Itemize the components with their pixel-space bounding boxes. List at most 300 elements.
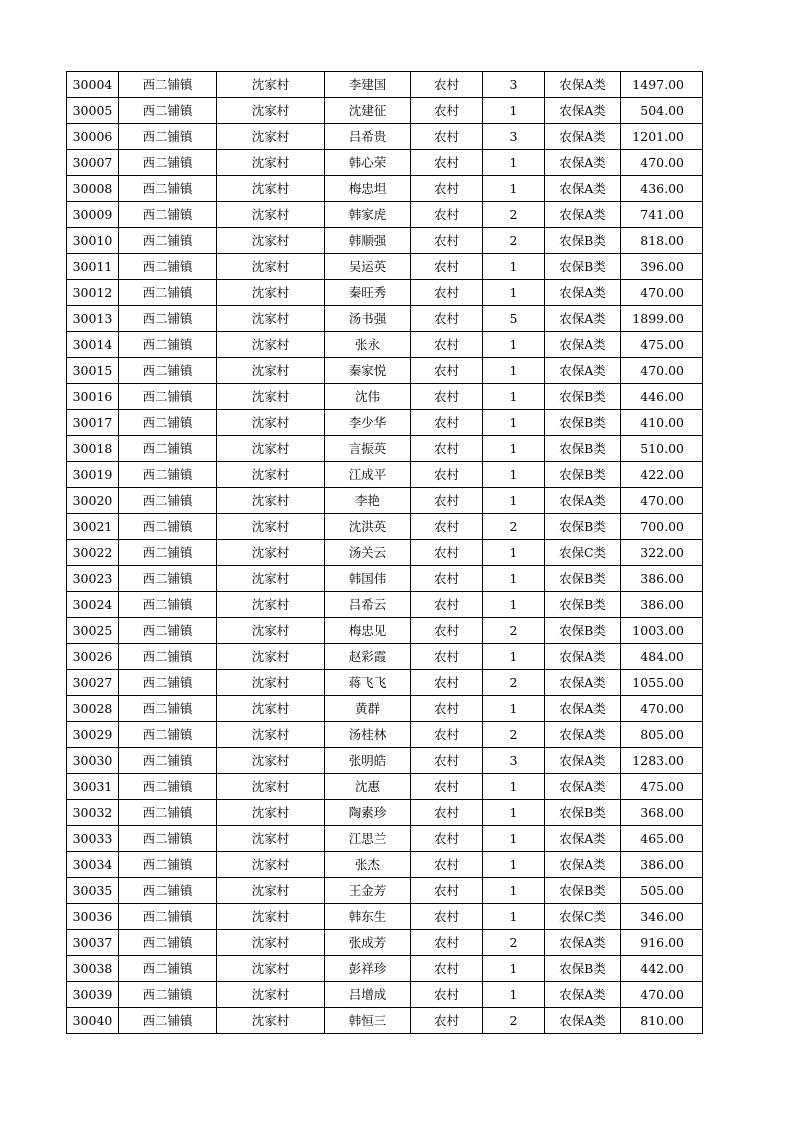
cell-town: 西二铺镇: [119, 722, 217, 748]
cell-record-id: 30039: [67, 982, 119, 1008]
table-row: [67, 514, 703, 540]
cell-name: 李艳: [325, 488, 411, 514]
cell-area-type: 农村: [411, 150, 483, 176]
cell-village: 沈家村: [217, 618, 325, 644]
cell-insurance-category: 农保B类: [545, 228, 621, 254]
cell-town: 西二铺镇: [119, 930, 217, 956]
cell-amount: 504.00: [621, 98, 703, 124]
table-row: [67, 462, 703, 488]
cell-town: 西二铺镇: [119, 774, 217, 800]
cell-record-id: 30007: [67, 150, 119, 176]
cell-village: 沈家村: [217, 384, 325, 410]
cell-village: 沈家村: [217, 696, 325, 722]
table-row: [67, 826, 703, 852]
cell-area-type: 农村: [411, 800, 483, 826]
cell-record-id: 30033: [67, 826, 119, 852]
cell-household-size: 1: [483, 358, 545, 384]
table-row: [67, 358, 703, 384]
cell-amount: 470.00: [621, 982, 703, 1008]
cell-name: 蒋飞飞: [325, 670, 411, 696]
cell-village: 沈家村: [217, 98, 325, 124]
cell-record-id: 30024: [67, 592, 119, 618]
cell-area-type: 农村: [411, 904, 483, 930]
table-row: [67, 696, 703, 722]
cell-record-id: 30038: [67, 956, 119, 982]
table-row: [67, 72, 703, 98]
cell-name: 沈惠: [325, 774, 411, 800]
cell-household-size: 1: [483, 644, 545, 670]
cell-household-size: 1: [483, 878, 545, 904]
cell-record-id: 30013: [67, 306, 119, 332]
cell-area-type: 农村: [411, 254, 483, 280]
cell-insurance-category: 农保A类: [545, 930, 621, 956]
cell-area-type: 农村: [411, 202, 483, 228]
cell-household-size: 1: [483, 462, 545, 488]
cell-amount: 741.00: [621, 202, 703, 228]
cell-town: 西二铺镇: [119, 228, 217, 254]
cell-name: 沈洪英: [325, 514, 411, 540]
cell-household-size: 1: [483, 98, 545, 124]
cell-insurance-category: 农保B类: [545, 956, 621, 982]
cell-village: 沈家村: [217, 254, 325, 280]
table-row: [67, 540, 703, 566]
cell-record-id: 30021: [67, 514, 119, 540]
cell-amount: 916.00: [621, 930, 703, 956]
cell-amount: 475.00: [621, 774, 703, 800]
table-row: [67, 1008, 703, 1034]
cell-amount: 1899.00: [621, 306, 703, 332]
cell-town: 西二铺镇: [119, 982, 217, 1008]
cell-household-size: 1: [483, 566, 545, 592]
table-row: [67, 748, 703, 774]
cell-village: 沈家村: [217, 332, 325, 358]
cell-area-type: 农村: [411, 306, 483, 332]
cell-town: 西二铺镇: [119, 670, 217, 696]
cell-amount: 470.00: [621, 358, 703, 384]
cell-name: 汤关云: [325, 540, 411, 566]
cell-amount: 465.00: [621, 826, 703, 852]
cell-name: 沈建征: [325, 98, 411, 124]
cell-area-type: 农村: [411, 358, 483, 384]
cell-area-type: 农村: [411, 98, 483, 124]
cell-insurance-category: 农保B类: [545, 462, 621, 488]
table-row: [67, 436, 703, 462]
cell-town: 西二铺镇: [119, 98, 217, 124]
cell-area-type: 农村: [411, 436, 483, 462]
table-row: [67, 930, 703, 956]
cell-household-size: 1: [483, 254, 545, 280]
cell-name: 赵彩霞: [325, 644, 411, 670]
cell-area-type: 农村: [411, 72, 483, 98]
cell-name: 秦旺秀: [325, 280, 411, 306]
cell-amount: 442.00: [621, 956, 703, 982]
cell-village: 沈家村: [217, 436, 325, 462]
cell-record-id: 30008: [67, 176, 119, 202]
cell-insurance-category: 农保A类: [545, 722, 621, 748]
cell-area-type: 农村: [411, 462, 483, 488]
cell-village: 沈家村: [217, 306, 325, 332]
cell-area-type: 农村: [411, 124, 483, 150]
cell-record-id: 30031: [67, 774, 119, 800]
cell-town: 西二铺镇: [119, 748, 217, 774]
table-body: [67, 72, 703, 1034]
cell-town: 西二铺镇: [119, 592, 217, 618]
cell-village: 沈家村: [217, 930, 325, 956]
cell-name: 韩顺强: [325, 228, 411, 254]
cell-town: 西二铺镇: [119, 644, 217, 670]
cell-amount: 470.00: [621, 696, 703, 722]
cell-amount: 475.00: [621, 332, 703, 358]
table-row: [67, 592, 703, 618]
cell-name: 韩恒三: [325, 1008, 411, 1034]
cell-amount: 368.00: [621, 800, 703, 826]
cell-amount: 1003.00: [621, 618, 703, 644]
cell-amount: 510.00: [621, 436, 703, 462]
cell-area-type: 农村: [411, 878, 483, 904]
cell-town: 西二铺镇: [119, 436, 217, 462]
table-row: [67, 228, 703, 254]
cell-record-id: 30028: [67, 696, 119, 722]
cell-amount: 700.00: [621, 514, 703, 540]
cell-village: 沈家村: [217, 566, 325, 592]
cell-record-id: 30018: [67, 436, 119, 462]
cell-town: 西二铺镇: [119, 826, 217, 852]
cell-area-type: 农村: [411, 280, 483, 306]
cell-amount: 810.00: [621, 1008, 703, 1034]
cell-amount: 386.00: [621, 592, 703, 618]
cell-record-id: 30009: [67, 202, 119, 228]
cell-amount: 346.00: [621, 904, 703, 930]
cell-name: 韩国伟: [325, 566, 411, 592]
cell-town: 西二铺镇: [119, 202, 217, 228]
table-row: [67, 254, 703, 280]
cell-name: 梅忠坦: [325, 176, 411, 202]
cell-amount: 470.00: [621, 150, 703, 176]
cell-area-type: 农村: [411, 826, 483, 852]
cell-insurance-category: 农保A类: [545, 306, 621, 332]
cell-insurance-category: 农保A类: [545, 982, 621, 1008]
cell-amount: 446.00: [621, 384, 703, 410]
cell-insurance-category: 农保C类: [545, 540, 621, 566]
cell-household-size: 2: [483, 1008, 545, 1034]
cell-household-size: 1: [483, 540, 545, 566]
cell-insurance-category: 农保B类: [545, 436, 621, 462]
cell-area-type: 农村: [411, 566, 483, 592]
cell-household-size: 1: [483, 150, 545, 176]
cell-amount: 322.00: [621, 540, 703, 566]
table-row: [67, 124, 703, 150]
cell-area-type: 农村: [411, 592, 483, 618]
cell-name: 秦家悦: [325, 358, 411, 384]
table-row: [67, 98, 703, 124]
cell-household-size: 1: [483, 332, 545, 358]
cell-village: 沈家村: [217, 1008, 325, 1034]
cell-record-id: 30019: [67, 462, 119, 488]
cell-record-id: 30032: [67, 800, 119, 826]
cell-amount: 505.00: [621, 878, 703, 904]
cell-town: 西二铺镇: [119, 72, 217, 98]
table-row: [67, 306, 703, 332]
cell-name: 梅忠见: [325, 618, 411, 644]
cell-insurance-category: 农保A类: [545, 280, 621, 306]
cell-village: 沈家村: [217, 878, 325, 904]
cell-village: 沈家村: [217, 852, 325, 878]
cell-village: 沈家村: [217, 202, 325, 228]
cell-household-size: 1: [483, 384, 545, 410]
cell-name: 吕希云: [325, 592, 411, 618]
cell-insurance-category: 农保B类: [545, 254, 621, 280]
cell-record-id: 30014: [67, 332, 119, 358]
cell-insurance-category: 农保A类: [545, 670, 621, 696]
cell-town: 西二铺镇: [119, 800, 217, 826]
cell-area-type: 农村: [411, 748, 483, 774]
cell-household-size: 2: [483, 930, 545, 956]
cell-name: 沈伟: [325, 384, 411, 410]
cell-household-size: 5: [483, 306, 545, 332]
cell-household-size: 3: [483, 748, 545, 774]
cell-insurance-category: 农保B类: [545, 618, 621, 644]
cell-record-id: 30016: [67, 384, 119, 410]
table-row: [67, 488, 703, 514]
cell-insurance-category: 农保A类: [545, 774, 621, 800]
cell-insurance-category: 农保A类: [545, 124, 621, 150]
cell-amount: 386.00: [621, 852, 703, 878]
cell-area-type: 农村: [411, 956, 483, 982]
cell-amount: 805.00: [621, 722, 703, 748]
cell-name: 王金芳: [325, 878, 411, 904]
cell-name: 言振英: [325, 436, 411, 462]
cell-household-size: 1: [483, 696, 545, 722]
cell-insurance-category: 农保B类: [545, 514, 621, 540]
table-row: [67, 774, 703, 800]
cell-record-id: 30010: [67, 228, 119, 254]
cell-record-id: 30025: [67, 618, 119, 644]
cell-area-type: 农村: [411, 696, 483, 722]
cell-village: 沈家村: [217, 72, 325, 98]
cell-amount: 396.00: [621, 254, 703, 280]
cell-household-size: 1: [483, 176, 545, 202]
cell-area-type: 农村: [411, 644, 483, 670]
cell-insurance-category: 农保B类: [545, 878, 621, 904]
cell-town: 西二铺镇: [119, 384, 217, 410]
cell-household-size: 1: [483, 800, 545, 826]
cell-household-size: 2: [483, 670, 545, 696]
table-row: [67, 332, 703, 358]
cell-record-id: 30027: [67, 670, 119, 696]
cell-record-id: 30011: [67, 254, 119, 280]
cell-area-type: 农村: [411, 1008, 483, 1034]
cell-village: 沈家村: [217, 410, 325, 436]
cell-village: 沈家村: [217, 176, 325, 202]
cell-town: 西二铺镇: [119, 176, 217, 202]
cell-amount: 818.00: [621, 228, 703, 254]
cell-town: 西二铺镇: [119, 332, 217, 358]
cell-area-type: 农村: [411, 332, 483, 358]
cell-name: 吕增成: [325, 982, 411, 1008]
cell-amount: 410.00: [621, 410, 703, 436]
cell-name: 韩心荣: [325, 150, 411, 176]
cell-name: 汤桂林: [325, 722, 411, 748]
cell-area-type: 农村: [411, 852, 483, 878]
cell-amount: 386.00: [621, 566, 703, 592]
cell-village: 沈家村: [217, 722, 325, 748]
cell-insurance-category: 农保A类: [545, 852, 621, 878]
cell-household-size: 1: [483, 488, 545, 514]
cell-area-type: 农村: [411, 176, 483, 202]
cell-insurance-category: 农保A类: [545, 748, 621, 774]
cell-town: 西二铺镇: [119, 904, 217, 930]
cell-village: 沈家村: [217, 540, 325, 566]
cell-household-size: 1: [483, 592, 545, 618]
cell-record-id: 30037: [67, 930, 119, 956]
table-row: [67, 384, 703, 410]
cell-town: 西二铺镇: [119, 566, 217, 592]
table-row: [67, 280, 703, 306]
cell-insurance-category: 农保A类: [545, 358, 621, 384]
table-row: [67, 982, 703, 1008]
cell-village: 沈家村: [217, 358, 325, 384]
cell-insurance-category: 农保A类: [545, 332, 621, 358]
cell-household-size: 1: [483, 826, 545, 852]
cell-insurance-category: 农保A类: [545, 1008, 621, 1034]
cell-town: 西二铺镇: [119, 852, 217, 878]
cell-name: 张永: [325, 332, 411, 358]
cell-village: 沈家村: [217, 150, 325, 176]
cell-amount: 422.00: [621, 462, 703, 488]
table-row: [67, 644, 703, 670]
cell-name: 张杰: [325, 852, 411, 878]
cell-town: 西二铺镇: [119, 488, 217, 514]
cell-town: 西二铺镇: [119, 306, 217, 332]
table-row: [67, 852, 703, 878]
cell-name: 汤书强: [325, 306, 411, 332]
cell-village: 沈家村: [217, 748, 325, 774]
cell-village: 沈家村: [217, 800, 325, 826]
cell-name: 江成平: [325, 462, 411, 488]
cell-village: 沈家村: [217, 956, 325, 982]
cell-area-type: 农村: [411, 228, 483, 254]
cell-record-id: 30020: [67, 488, 119, 514]
cell-insurance-category: 农保B类: [545, 566, 621, 592]
cell-area-type: 农村: [411, 774, 483, 800]
cell-record-id: 30030: [67, 748, 119, 774]
cell-village: 沈家村: [217, 592, 325, 618]
cell-village: 沈家村: [217, 774, 325, 800]
cell-household-size: 1: [483, 410, 545, 436]
cell-record-id: 30004: [67, 72, 119, 98]
cell-household-size: 1: [483, 904, 545, 930]
cell-town: 西二铺镇: [119, 1008, 217, 1034]
cell-village: 沈家村: [217, 644, 325, 670]
cell-area-type: 农村: [411, 514, 483, 540]
table-row: [67, 202, 703, 228]
cell-name: 彭祥珍: [325, 956, 411, 982]
cell-record-id: 30029: [67, 722, 119, 748]
cell-name: 李建国: [325, 72, 411, 98]
cell-village: 沈家村: [217, 488, 325, 514]
cell-name: 黄群: [325, 696, 411, 722]
cell-area-type: 农村: [411, 670, 483, 696]
cell-insurance-category: 农保B类: [545, 592, 621, 618]
table-row: [67, 618, 703, 644]
cell-record-id: 30023: [67, 566, 119, 592]
cell-amount: 470.00: [621, 280, 703, 306]
cell-insurance-category: 农保B类: [545, 384, 621, 410]
cell-area-type: 农村: [411, 384, 483, 410]
cell-record-id: 30034: [67, 852, 119, 878]
cell-town: 西二铺镇: [119, 514, 217, 540]
cell-area-type: 农村: [411, 722, 483, 748]
cell-village: 沈家村: [217, 904, 325, 930]
cell-record-id: 30022: [67, 540, 119, 566]
cell-insurance-category: 农保A类: [545, 488, 621, 514]
cell-amount: 1283.00: [621, 748, 703, 774]
table-row: [67, 670, 703, 696]
table-row: [67, 800, 703, 826]
cell-town: 西二铺镇: [119, 956, 217, 982]
cell-village: 沈家村: [217, 514, 325, 540]
cell-household-size: 2: [483, 202, 545, 228]
cell-town: 西二铺镇: [119, 878, 217, 904]
cell-insurance-category: 农保A类: [545, 72, 621, 98]
cell-village: 沈家村: [217, 280, 325, 306]
cell-town: 西二铺镇: [119, 462, 217, 488]
cell-record-id: 30005: [67, 98, 119, 124]
cell-area-type: 农村: [411, 488, 483, 514]
cell-record-id: 30006: [67, 124, 119, 150]
table-row: [67, 566, 703, 592]
cell-insurance-category: 农保C类: [545, 904, 621, 930]
cell-amount: 1055.00: [621, 670, 703, 696]
cell-name: 陶素珍: [325, 800, 411, 826]
table-row: [67, 410, 703, 436]
cell-household-size: 1: [483, 852, 545, 878]
cell-household-size: 2: [483, 228, 545, 254]
cell-town: 西二铺镇: [119, 254, 217, 280]
cell-town: 西二铺镇: [119, 358, 217, 384]
cell-village: 沈家村: [217, 228, 325, 254]
table-row: [67, 150, 703, 176]
cell-area-type: 农村: [411, 982, 483, 1008]
cell-town: 西二铺镇: [119, 150, 217, 176]
table-row: [67, 904, 703, 930]
cell-village: 沈家村: [217, 462, 325, 488]
cell-record-id: 30017: [67, 410, 119, 436]
cell-record-id: 30035: [67, 878, 119, 904]
cell-household-size: 1: [483, 956, 545, 982]
cell-household-size: 3: [483, 124, 545, 150]
cell-name: 韩东生: [325, 904, 411, 930]
cell-area-type: 农村: [411, 618, 483, 644]
cell-area-type: 农村: [411, 410, 483, 436]
table-row: [67, 176, 703, 202]
cell-name: 李少华: [325, 410, 411, 436]
table-row: [67, 956, 703, 982]
cell-name: 吕希贵: [325, 124, 411, 150]
cell-amount: 484.00: [621, 644, 703, 670]
cell-household-size: 1: [483, 774, 545, 800]
cell-record-id: 30026: [67, 644, 119, 670]
cell-town: 西二铺镇: [119, 696, 217, 722]
cell-town: 西二铺镇: [119, 618, 217, 644]
cell-town: 西二铺镇: [119, 280, 217, 306]
cell-household-size: 1: [483, 280, 545, 306]
cell-town: 西二铺镇: [119, 124, 217, 150]
cell-town: 西二铺镇: [119, 540, 217, 566]
benefit-records-table: [66, 71, 703, 1034]
cell-village: 沈家村: [217, 670, 325, 696]
cell-insurance-category: 农保A类: [545, 696, 621, 722]
